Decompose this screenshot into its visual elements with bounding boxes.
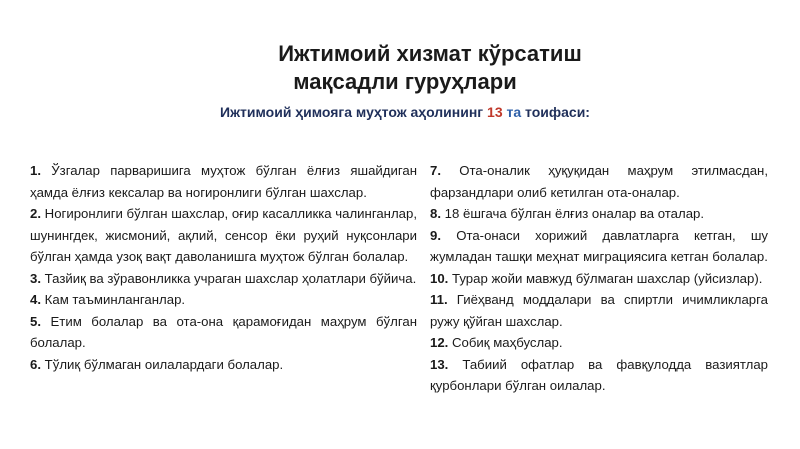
item-number: 13. bbox=[430, 356, 449, 372]
list-item bbox=[30, 268, 417, 290]
list-item bbox=[430, 225, 768, 268]
item-text: Турар жойи мавжуд бўлмаган шахслар (уйсизлар). bbox=[452, 270, 763, 286]
page-title bbox=[0, 40, 800, 96]
subtitle bbox=[0, 103, 800, 121]
subtitle-ta: та bbox=[502, 104, 522, 120]
item-text: Тўлиқ бўлмаган оилалардаги болалар. bbox=[44, 356, 284, 372]
title-line-2: мақсадли гуруҳлари bbox=[293, 69, 517, 94]
item-text: 18 ёшгача бўлган ёлғиз оналар ва оталар. bbox=[444, 206, 705, 221]
subtitle-suffix: тоифаси: bbox=[521, 104, 590, 120]
left-column bbox=[30, 160, 417, 375]
list-item bbox=[30, 203, 417, 268]
item-number: 1. bbox=[30, 163, 41, 178]
item-number: 11. bbox=[430, 292, 448, 307]
item-text: Табиий офатлар ва фавқулодда вазиятлар қурбонлари бўлган оилалар. bbox=[430, 356, 768, 393]
item-text: Ота-онаси хорижий давлатларга кетган, шу жумладан ташқи меҳнат миграциясига кетган болалар. bbox=[430, 227, 768, 264]
item-number: 2. bbox=[30, 206, 41, 221]
item-number: 4. bbox=[30, 292, 41, 307]
list-item bbox=[430, 160, 768, 203]
list-item bbox=[430, 203, 768, 225]
item-text: Тазйиқ ва зўравонликка учраган шахслар ҳолатлари бўйича. bbox=[44, 270, 417, 286]
item-text: Етим болалар ва ота-она қарамоғидан маҳрум бўлган болалар. bbox=[30, 313, 417, 350]
list-item bbox=[430, 268, 768, 290]
item-number: 3. bbox=[30, 270, 41, 286]
item-text: Ўзгалар парваришига муҳтож бўлган ёлғиз яшайдиган ҳамда ёлғиз кексалар ва ногиронлиги бўлган шахслар. bbox=[30, 163, 417, 200]
item-number: 12. bbox=[430, 335, 449, 350]
item-number: 8. bbox=[430, 206, 441, 221]
item-number: 7. bbox=[430, 163, 441, 178]
list-item bbox=[430, 354, 768, 397]
item-number: 5. bbox=[30, 313, 41, 329]
subtitle-prefix: Ижтимоий ҳимояга муҳтож аҳолининг bbox=[220, 104, 488, 120]
list-item bbox=[30, 160, 417, 203]
item-number: 6. bbox=[30, 356, 41, 372]
list-item bbox=[30, 311, 417, 354]
item-number: 10. bbox=[430, 270, 449, 286]
title-line-1: Ижтимоий хизмат кўрсатиш bbox=[278, 41, 582, 66]
item-text: Гиёҳванд моддалари ва спиртли ичимликларга ружу қўйган шахслар. bbox=[430, 292, 768, 329]
list-item bbox=[430, 332, 768, 354]
list-item bbox=[30, 289, 417, 311]
list-item bbox=[30, 354, 417, 376]
right-column bbox=[430, 160, 768, 397]
item-text: Кам таъминланганлар. bbox=[44, 292, 186, 307]
list-item bbox=[430, 289, 768, 332]
item-text: Собиқ маҳбуслар. bbox=[452, 335, 563, 350]
item-number: 9. bbox=[430, 227, 441, 243]
item-text: Ногиронлиги бўлган шахслар, оғир касалликка чалинганлар, шунингдек, жисмоний, ақлий, сенсор ёки руҳий нуқсонлари бўлган ҳамда узоқ вақт даволанишга муҳтож бўлган болалар. bbox=[30, 206, 417, 264]
subtitle-number: 13 bbox=[487, 104, 503, 120]
item-text: Ота-оналик ҳуқуқидан маҳрум этилмасдан, фарзандлари олиб кетилган ота-оналар. bbox=[430, 163, 768, 200]
